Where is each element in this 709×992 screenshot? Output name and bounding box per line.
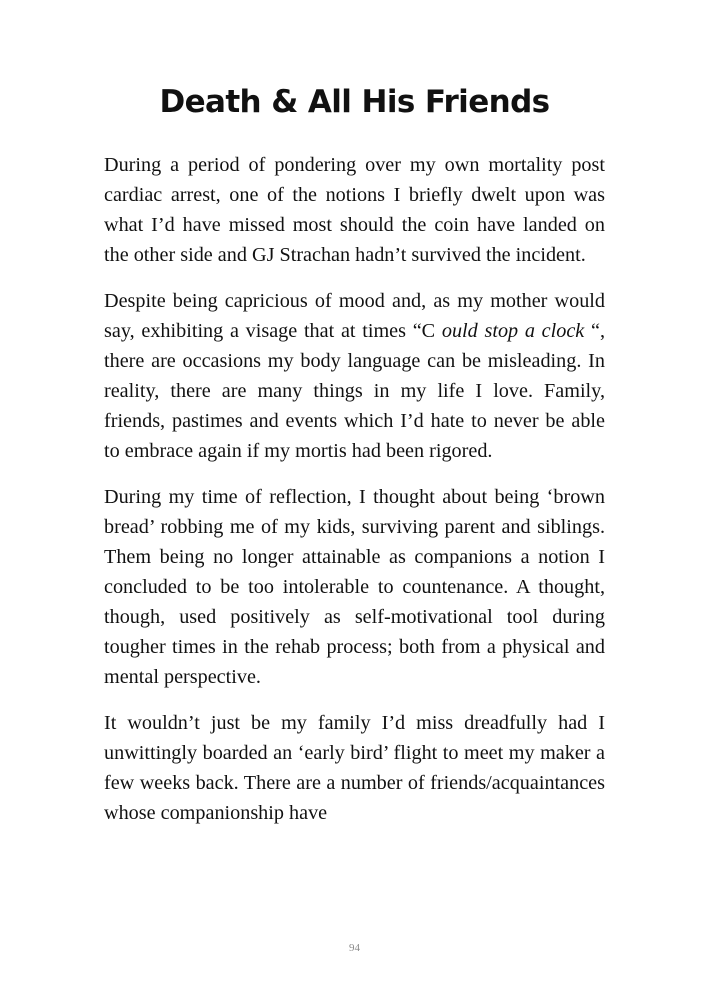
page-title: Death & All His Friends (159, 84, 550, 120)
paragraph-2-before: Despite being capricious of mood and, as my mother would say, exhibiting a visage that at times “C (104, 290, 605, 342)
paragraph-2-italic: ould stop a clock (441, 320, 585, 342)
page-number: 94 (349, 942, 360, 954)
paragraph-4: It wouldn’t just be my family I’d miss dreadfully had I unwittingly boarded an ‘early bird’ flight to meet my maker a few weeks back. There are a number of friends/acquaintances whose companionship have (104, 712, 605, 824)
paragraph-2-after: “, there are occasions my body language can be misleading. In reality, there are many things in my life I love. Family, friends, pastimes and events which I’d hate to never be able to embrace again if my mortis had been rigored. (104, 320, 605, 462)
paragraph-3: During my time of reflection, I thought about being ‘brown bread’ robbing me of my kids, surviving parent and siblings. Them being no longer attainable as companions a notion I concluded to be too intolerable to countenance. A thought, though, used positively as self-motivational tool during tougher times in the rehab process; both from a physical and mental perspective. (104, 486, 605, 688)
paragraph-2 (104, 286, 605, 466)
body-text (104, 150, 605, 844)
paragraph-1: During a period of pondering over my own mortality post cardiac arrest, one of the notions I briefly dwelt upon was what I’d have missed most should the coin have landed on the other side and GJ Strachan hadn’t survived the incident. (104, 154, 605, 266)
